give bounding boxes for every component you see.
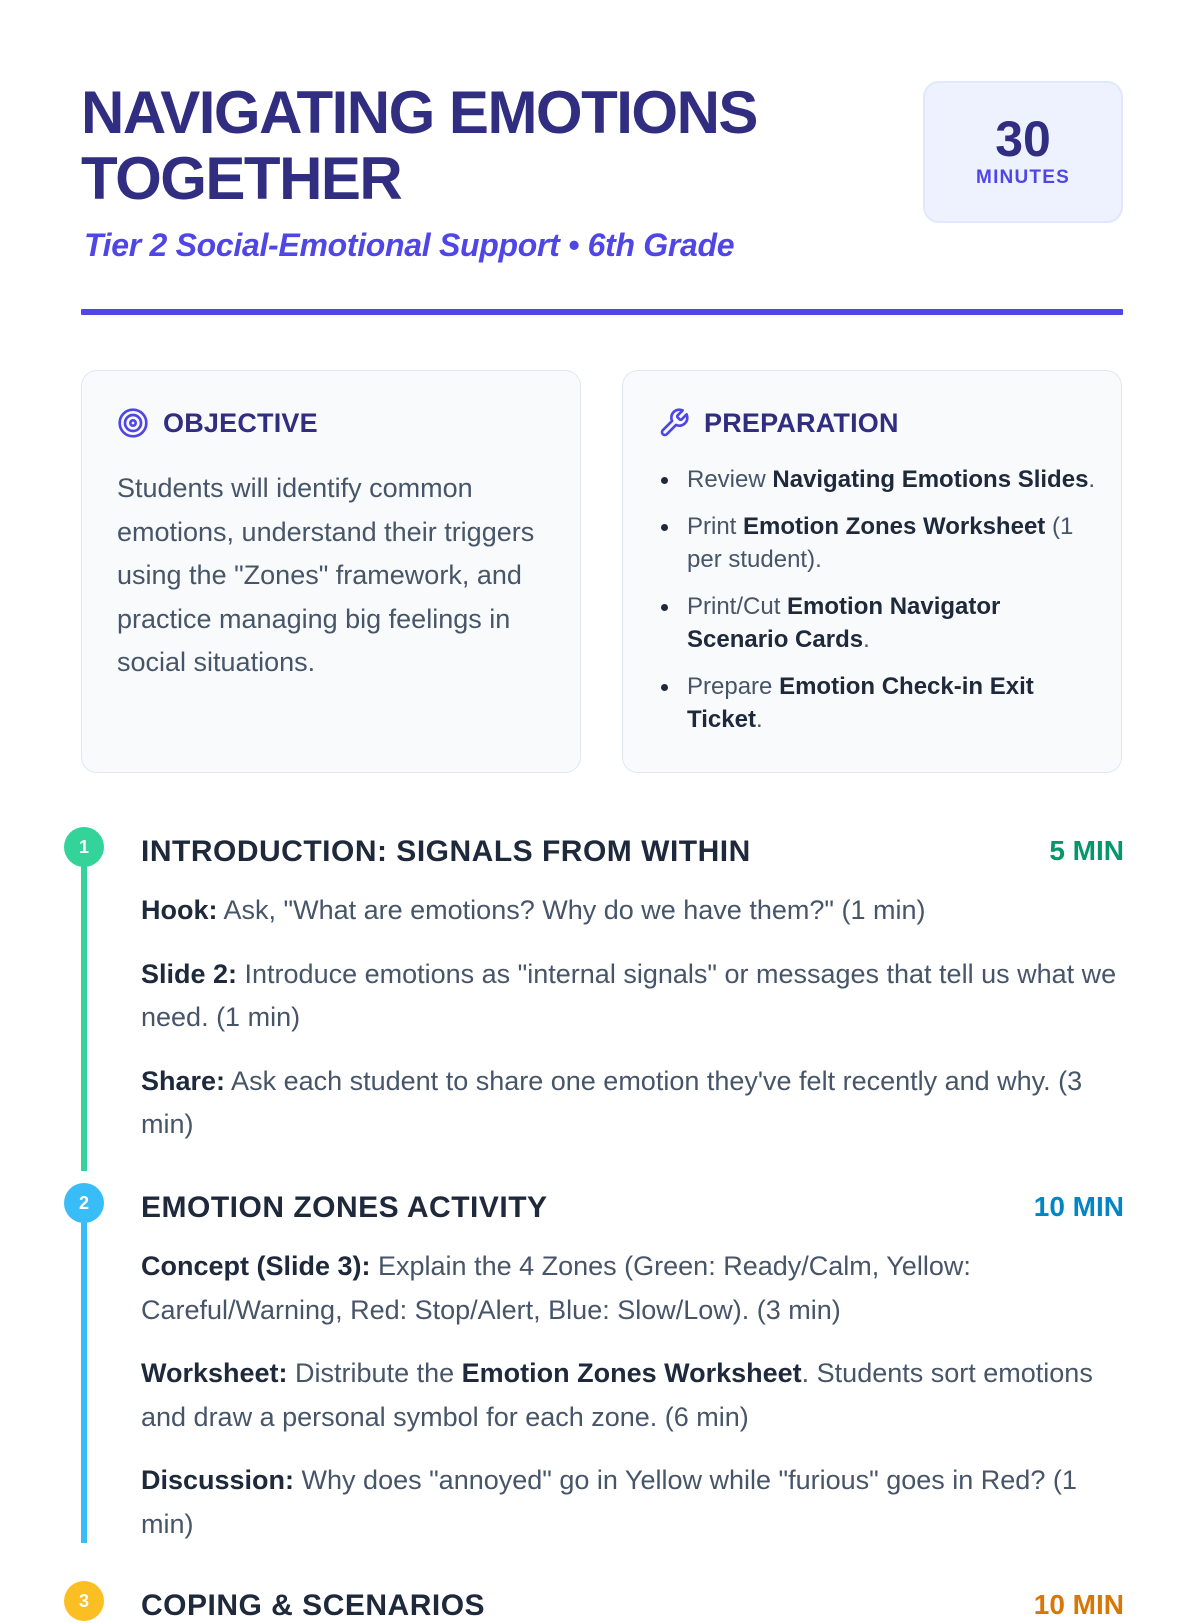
prep-item-text: . (1088, 466, 1096, 493)
preparation-heading: PREPARATION (704, 407, 899, 438)
prep-item-text: Print/Cut (687, 593, 788, 620)
step-item (141, 1060, 1124, 1147)
preparation-heading-row (658, 407, 899, 439)
step-text: Ask, "What are emotions? Why do we have them?" (1 min) (217, 895, 926, 925)
page-title: NAVIGATING EMOTIONS TOGETHER (81, 79, 757, 212)
section-time: 10 MIN (1033, 1589, 1124, 1620)
step-text: Introduce emotions as "internal signals" or messages that tell us what we need. (1 min) (141, 958, 1117, 1032)
wrench-icon (658, 407, 690, 439)
prep-item (658, 590, 1098, 656)
section-number-badge: 2 (64, 1183, 104, 1223)
prep-item-text: . (755, 706, 763, 733)
objective-heading: OBJECTIVE (163, 407, 318, 438)
step-text: Ask each student to share one emotion they've felt recently and why. (3 min) (141, 1065, 1083, 1139)
page-subtitle: Tier 2 Social-Emotional Support • 6th Grade (84, 227, 735, 263)
prep-item-text: Print (687, 513, 744, 540)
target-icon (117, 407, 149, 439)
preparation-list (658, 463, 1098, 750)
prep-item-text: (1 per student). (687, 513, 1074, 573)
prep-item-material: Navigating Emotions Slides (772, 466, 1089, 493)
step-label: Hook: (141, 895, 218, 925)
step-label: Discussion: (141, 1465, 295, 1495)
prep-item (658, 463, 1098, 496)
prep-item (658, 510, 1098, 576)
step-item (141, 1352, 1124, 1439)
section-title: EMOTION ZONES ACTIVITY (141, 1191, 548, 1224)
objective-text: Students will identify common emotions, understand their triggers using the "Zones" framework, and practice managing big feelings in social situations. (117, 473, 535, 677)
duration-value: 30 (995, 111, 1051, 167)
section-title: COPING & SCENARIOS (141, 1589, 486, 1622)
step-item (141, 889, 1124, 933)
prep-item-material: Emotion Check-in Exit Ticket (687, 673, 1034, 733)
prep-item-text: Prepare (687, 673, 780, 700)
section-number-badge: 3 (64, 1581, 104, 1621)
section-number-badge: 1 (64, 827, 104, 867)
step-material: Emotion Zones Worksheet (461, 1358, 802, 1388)
duration-badge (923, 81, 1123, 223)
prep-item-material: Emotion Navigator Scenario Cards (687, 593, 1001, 653)
section-steps (141, 889, 1124, 1167)
step-label: Concept (Slide 3): (141, 1251, 371, 1281)
prep-item-text: Review (687, 466, 773, 493)
step-text: Why does "annoyed" go in Yellow while "furious" goes in Red? (1 min) (141, 1465, 1077, 1539)
section-title: INTRODUCTION: SIGNALS FROM WITHIN (141, 835, 751, 868)
step-item (141, 953, 1124, 1040)
header-divider (81, 309, 1123, 315)
section-time: 10 MIN (1033, 1191, 1124, 1222)
step-item (141, 1459, 1124, 1546)
duration-unit: MINUTES (976, 167, 1070, 188)
step-text: Explain the 4 Zones (Green: Ready/Calm, Yellow: Careful/Warning, Red: Stop/Alert, Blue: Slow/Low). (3 min) (141, 1251, 971, 1325)
objective-heading-row (117, 407, 318, 439)
section-time: 5 MIN (1049, 835, 1124, 866)
step-label: Share: (141, 1065, 226, 1096)
step-label: Slide 2: (141, 958, 238, 989)
section-timeline-bar (81, 865, 87, 1171)
prep-item (658, 670, 1098, 736)
step-item (141, 1245, 1124, 1332)
section-timeline-bar (81, 1221, 87, 1543)
prep-item-material: Emotion Zones Worksheet (743, 513, 1046, 540)
section-steps (141, 1245, 1124, 1566)
step-text: . Students sort emotions and draw a personal symbol for each zone. (6 min) (141, 1358, 1093, 1432)
preparation-card (622, 370, 1122, 773)
step-label: Worksheet: (141, 1358, 288, 1388)
objective-card (81, 370, 581, 773)
step-text: Distribute the (287, 1358, 462, 1388)
prep-item-text: . (863, 626, 870, 653)
